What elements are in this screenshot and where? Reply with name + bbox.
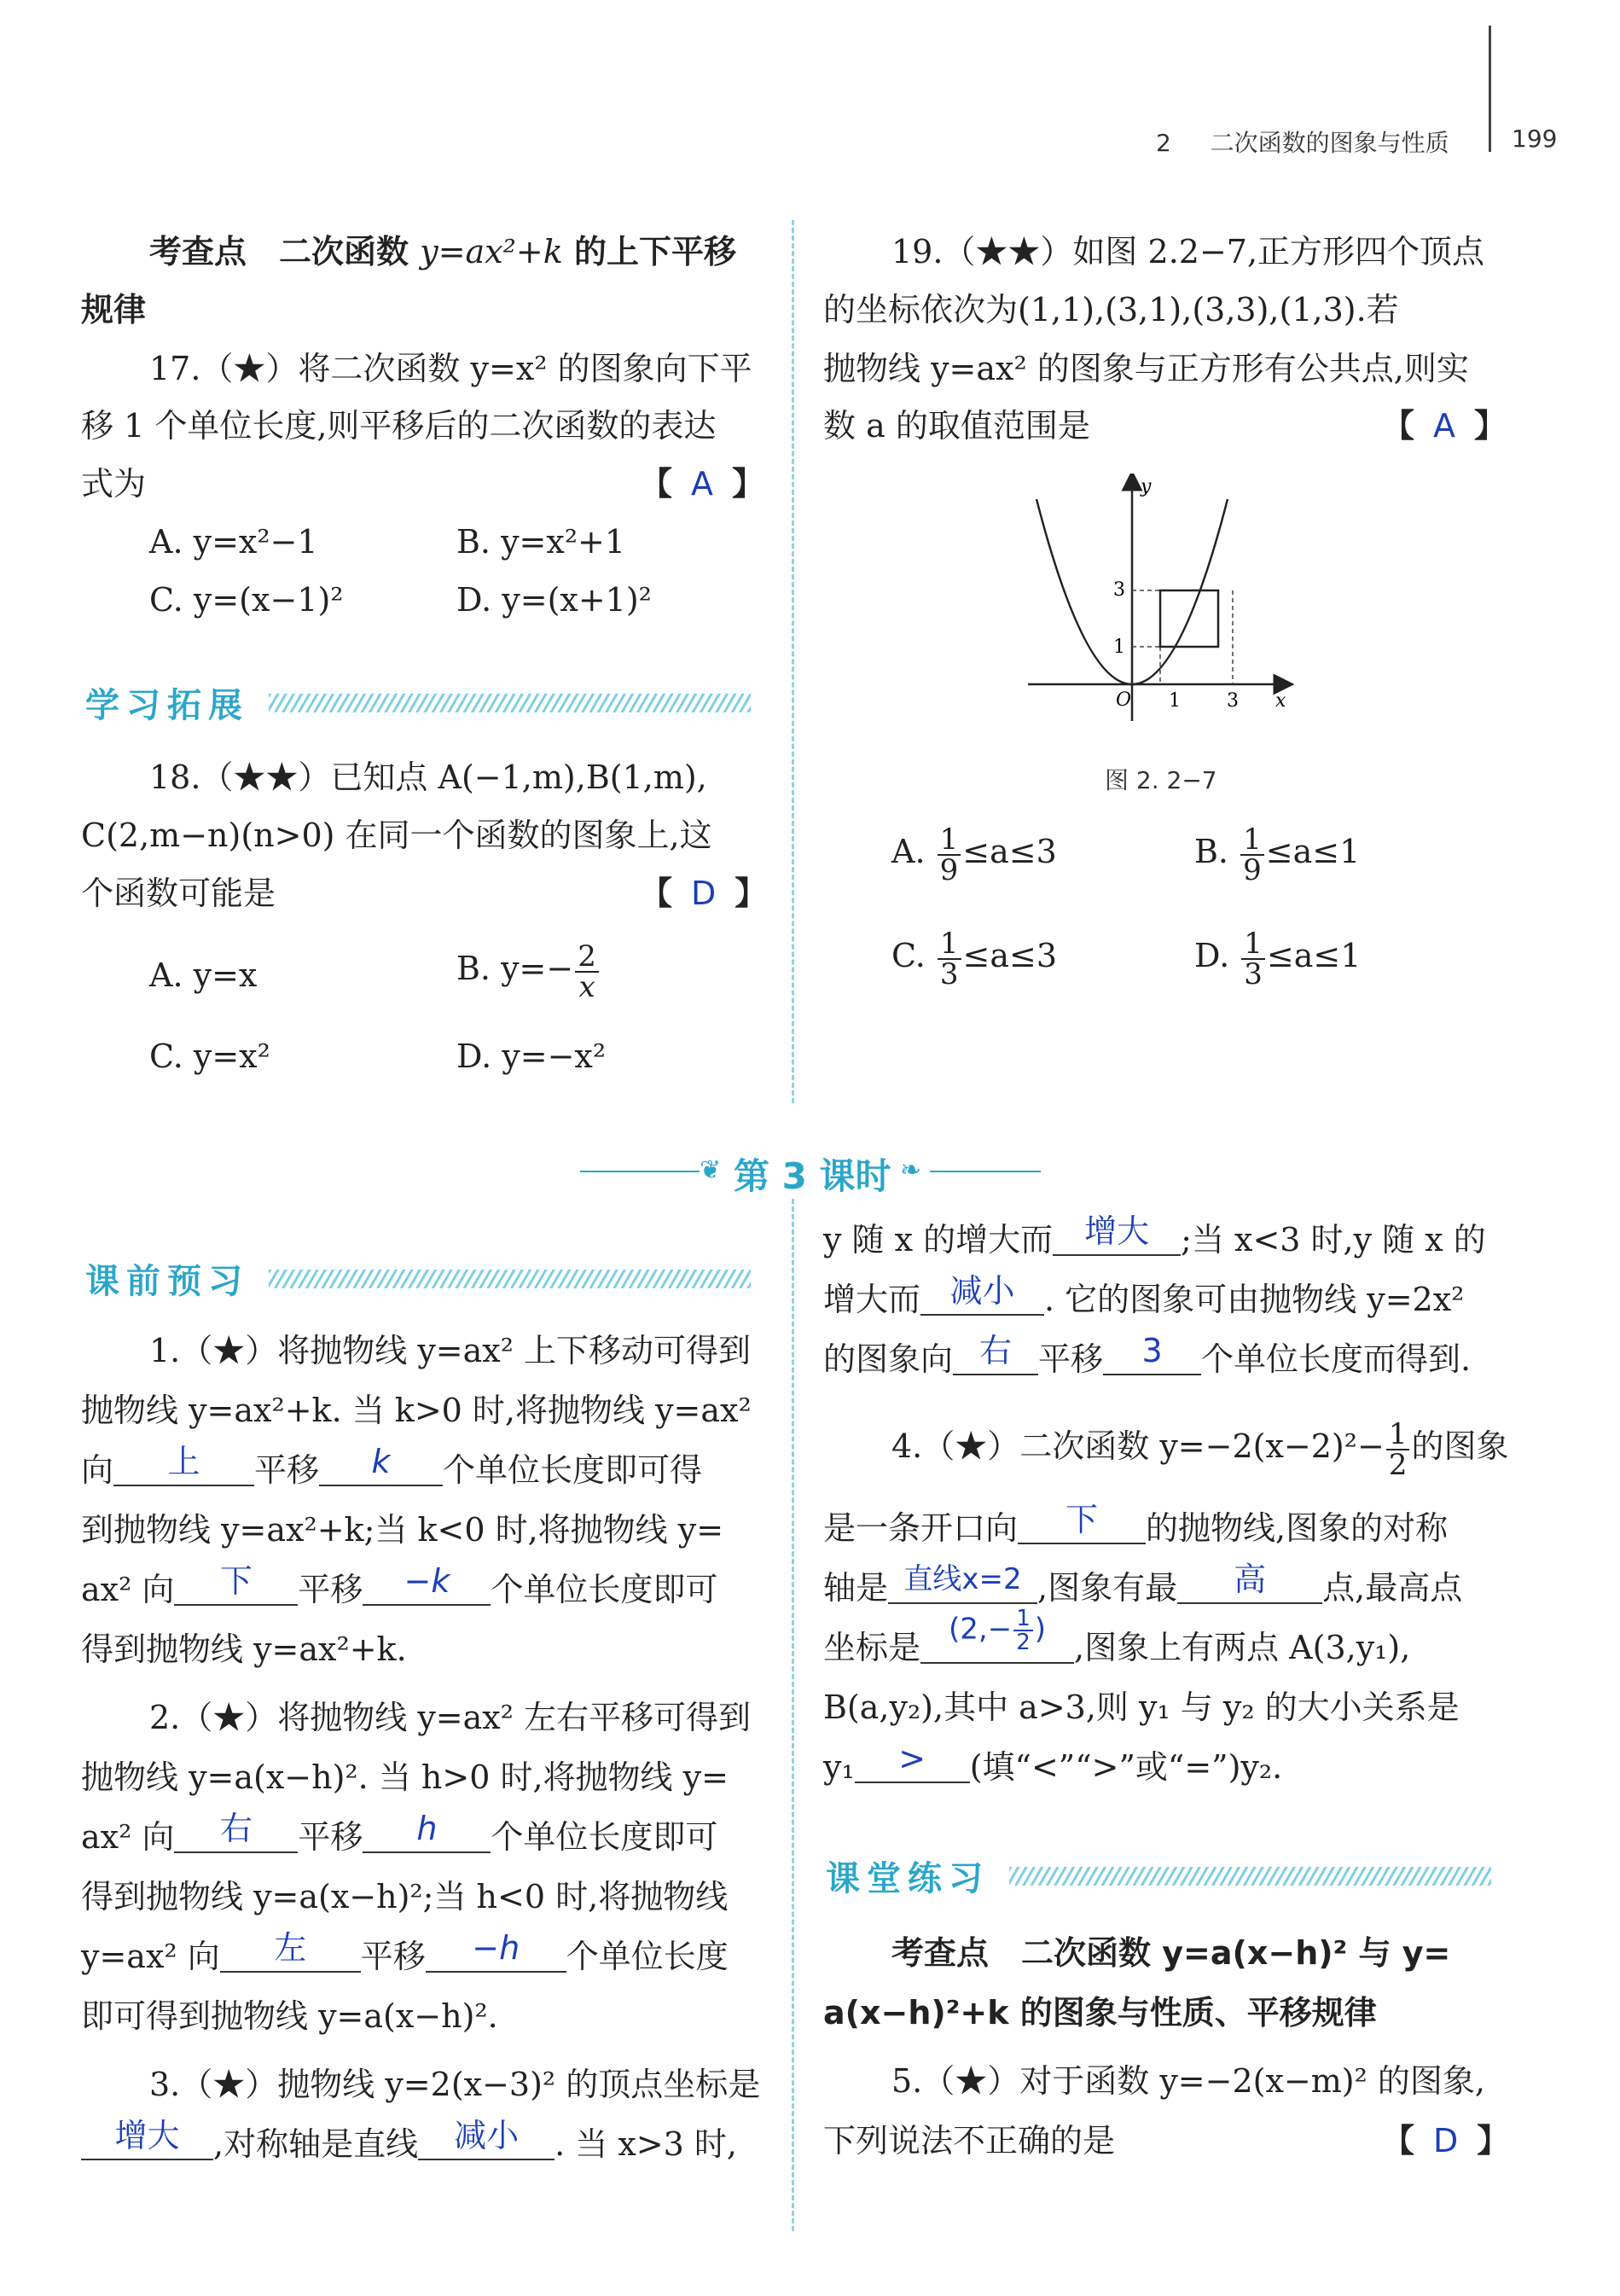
- q3-blank-3: [1053, 1212, 1181, 1256]
- q3-cont-line2: 增大而 减小 . 它的图象可由抛物线 y=2x²: [823, 1272, 1465, 1318]
- q1-blank-4: [363, 1562, 491, 1606]
- handwritten-answer: (2,− $\frac{1}{2}$ ): [949, 1606, 1047, 1655]
- section-heading-s1-line2: 规律: [81, 291, 147, 328]
- handwritten-answer: 增大: [1084, 1212, 1150, 1250]
- q19-option-a: A. $\frac{1}{9}$ ≤a≤3: [891, 822, 1057, 887]
- q19-answer: A: [1433, 407, 1456, 445]
- lesson-title-banner: [563, 1143, 1075, 1195]
- q1-blank-1: [113, 1443, 254, 1486]
- q1-line5: ax² 向 下 平移 −k 个单位长度即可: [81, 1562, 718, 1608]
- page-number: 199: [1512, 125, 1558, 153]
- q18-option-d: D. y=−x²: [456, 1038, 607, 1075]
- q5-line1: 5.（★）对于函数 y=−2(x−m)² 的图象,: [891, 2062, 1486, 2100]
- banner-line-left: [580, 1171, 700, 1172]
- q2-line3: ax² 向 右 平移 h 个单位长度即可: [81, 1810, 718, 1856]
- fraction: $\frac{1}{9}$: [938, 825, 961, 885]
- y-tick-1: 1: [1113, 636, 1125, 658]
- q17-option-c: C. y=(x−1)²: [149, 581, 344, 619]
- q5-answer: D: [1433, 2122, 1459, 2159]
- section-title: 课前预习: [85, 1262, 249, 1301]
- q17-answer: A: [691, 465, 714, 503]
- q4-line1: 4.（★）二次函数 y=−2(x−2)²− $\frac{1}{2}$ 的图象: [891, 1416, 1509, 1482]
- q3-blank-6: [1103, 1332, 1201, 1375]
- fraction: $\frac{1}{3}$: [1241, 929, 1265, 989]
- q4-blank-5: [855, 1740, 970, 1783]
- q18-option-b: B. y=− $\frac{2}{x}$: [456, 939, 601, 1002]
- handwritten-answer: −h: [472, 1929, 520, 1967]
- fraction: $\frac{2}{x}$: [575, 942, 599, 1002]
- handwritten-answer: >: [898, 1740, 926, 1777]
- y-axis-label: y: [1141, 476, 1152, 497]
- fraction: $\frac{1}{3}$: [938, 929, 961, 989]
- q19-option-c: C. $\frac{1}{3}$ ≤a≤3: [891, 926, 1058, 991]
- handwritten-answer: 下: [1065, 1501, 1099, 1538]
- fraction: $\frac{1}{9}$: [1240, 825, 1264, 885]
- q19-line1: 19.（★★）如图 2.2−7,正方形四个顶点: [891, 233, 1485, 270]
- q3-blank-1: [81, 2117, 213, 2160]
- section-header-ketang-lianxi: [826, 1851, 1491, 1896]
- q18-line1: 18.（★★）已知点 A(−1,m),B(1,m),: [149, 759, 707, 796]
- q17-answer-bracket: 【 A 】: [640, 465, 765, 503]
- q2-blank-2: [363, 1810, 491, 1853]
- figure-parabola: [1019, 474, 1301, 729]
- handwritten-answer: 3: [1141, 1332, 1163, 1369]
- fraction: $\frac{1}{2}$: [1386, 1420, 1410, 1479]
- q2-line4: 得到抛物线 y=a(x−h)²;当 h<0 时,将抛物线: [81, 1878, 729, 1915]
- banner-ornament-left: ❦: [700, 1155, 722, 1185]
- q4-blank-4: [920, 1606, 1074, 1664]
- q2-line1: 2.（★）将抛物线 y=ax² 左右平移可得到: [149, 1699, 752, 1736]
- q19-option-b: B. $\frac{1}{9}$ ≤a≤1: [1194, 822, 1361, 887]
- q3-blank-2: [418, 2117, 555, 2160]
- q18-option-a: A. y=x: [149, 956, 258, 994]
- q5-line2: 下列说法不正确的是: [823, 2122, 1116, 2159]
- handwritten-answer: 下: [219, 1562, 253, 1600]
- handwritten-answer: 上: [167, 1443, 200, 1480]
- x-tick-1: 1: [1169, 690, 1181, 712]
- handwritten-answer: 减小: [949, 1272, 1015, 1310]
- q1-line2: 抛物线 y=ax²+k. 当 k>0 时,将抛物线 y=ax²: [81, 1392, 752, 1429]
- q4-blank-2: [888, 1562, 1037, 1604]
- section-title: 课堂练习: [826, 1859, 990, 1898]
- q4-line6: y₁ > (填“<”“>”或“=”)y₂.: [823, 1740, 1283, 1786]
- section-header-keqian-yuxi: [85, 1254, 751, 1299]
- section-heading-s4-line1: 考查点 二次函数 y=a(x−h)² 与 y=: [891, 1934, 1451, 1972]
- x-tick-3: 3: [1227, 690, 1239, 712]
- q17-line3: 式为: [81, 465, 147, 503]
- q4-line4: 坐标是 (2,− $\frac{1}{2}$ ) ,图象上有两点 A(3,y₁),: [823, 1606, 1411, 1666]
- q4-line5: B(a,y₂),其中 a>3,则 y₁ 与 y₂ 的大小关系是: [823, 1689, 1460, 1726]
- fraction: $\frac{1}{2}$: [1013, 1607, 1033, 1654]
- handwritten-answer: −k: [404, 1562, 450, 1600]
- q2-blank-1: [174, 1810, 298, 1853]
- q18-line3: 个函数可能是: [81, 875, 276, 912]
- q18-answer-bracket: 【 D 】: [640, 875, 768, 912]
- q2-line2: 抛物线 y=a(x−h)². 当 h>0 时,将抛物线 y=: [81, 1758, 729, 1796]
- page-header: [1156, 125, 1449, 159]
- section-title: 学习拓展: [85, 686, 249, 725]
- q17-option-a: A. y=x²−1: [149, 523, 318, 561]
- chapter-title: 二次函数的图象与性质: [1210, 129, 1449, 157]
- handwritten-answer: 增大: [114, 2117, 180, 2154]
- section-hatch: [269, 1270, 751, 1288]
- q18-option-c: C. y=x²: [149, 1038, 270, 1075]
- q19-line3: 抛物线 y=ax² 的图象与正方形有公共点,则实: [823, 350, 1469, 387]
- q3-blank-4: [920, 1272, 1044, 1316]
- q17-option-d: D. y=(x+1)²: [456, 581, 652, 619]
- section-hatch: [1009, 1867, 1491, 1886]
- q3-cont-line1: y 随 x 的增大而 增大 ;当 x<3 时,y 随 x 的: [823, 1212, 1486, 1258]
- q2-line5: y=ax² 向 左 平移 −h 个单位长度: [81, 1929, 729, 1975]
- q3-line1: 3.（★）抛物线 y=2(x−3)² 的顶点坐标是: [149, 2066, 761, 2103]
- q17-line2: 移 1 个单位长度,则平移后的二次函数的表达: [81, 407, 717, 445]
- q3-blank-5: [953, 1332, 1038, 1375]
- column-divider-bottom: [792, 1199, 794, 2231]
- q4-line2: 是一条开口向 下 的抛物线,图象的对称: [823, 1501, 1449, 1547]
- handwritten-answer: h: [416, 1810, 438, 1847]
- header-divider: [1489, 26, 1491, 152]
- q17-option-b: B. y=x²+1: [456, 523, 626, 561]
- q2-blank-3: [220, 1929, 361, 1973]
- q4-line3: 轴是 直线x=2 ,图象有最 高 点,最高点: [823, 1561, 1463, 1607]
- figure-caption: 图 2. 2−7: [1105, 766, 1217, 794]
- q3-cont-line3: 的图象向 右 平移 3 个单位长度而得到.: [823, 1332, 1472, 1378]
- section-header-xuexi-tuozhan: [85, 678, 751, 723]
- handwritten-answer: 减小: [454, 2117, 520, 2154]
- column-divider-top: [792, 220, 794, 1103]
- q17-line1: 17.（★）将二次函数 y=x² 的图象向下平: [149, 350, 752, 387]
- lesson-title: 第 3 课时: [734, 1155, 891, 1197]
- heading-formula: y=ax²+k: [420, 233, 563, 270]
- q19-answer-bracket: 【 A 】: [1382, 407, 1507, 445]
- q4-blank-3: [1177, 1561, 1322, 1604]
- q19-line2: 的坐标依次为(1,1),(3,1),(3,3),(1,3).若: [823, 291, 1399, 328]
- chapter-number: 2: [1156, 129, 1171, 157]
- section-hatch: [269, 694, 751, 712]
- q19-option-d: D. $\frac{1}{3}$ ≤a≤1: [1194, 926, 1362, 991]
- q1-line6: 得到抛物线 y=ax²+k.: [81, 1630, 407, 1668]
- handwritten-answer: k: [371, 1443, 391, 1480]
- section-heading-s4-line2: a(x−h)²+k 的图象与性质、平移规律: [823, 1994, 1377, 2032]
- banner-line-right: [930, 1171, 1041, 1172]
- handwritten-answer: 高: [1234, 1561, 1267, 1598]
- q4-blank-1: [1018, 1501, 1146, 1544]
- q3-line2: 增大 ,对称轴是直线 减小 . 当 x>3 时,: [81, 2125, 737, 2164]
- q1-line1: 1.（★）将抛物线 y=ax² 上下移动可得到: [149, 1332, 752, 1369]
- handwritten-answer: 右: [979, 1332, 1013, 1369]
- x-axis-label: x: [1275, 690, 1286, 712]
- q1-blank-3: [174, 1562, 298, 1606]
- q1-blank-2: [319, 1443, 443, 1486]
- q5-answer-bracket: 【 D 】: [1382, 2122, 1510, 2159]
- y-tick-3: 3: [1113, 579, 1125, 601]
- q18-answer: D: [691, 875, 717, 912]
- handwritten-answer: 左: [274, 1929, 307, 1967]
- handwritten-answer: 右: [219, 1810, 253, 1847]
- q1-line3: 向 上 平移 k 个单位长度即可得: [81, 1443, 703, 1489]
- q1-line4: 到抛物线 y=ax²+k;当 k<0 时,将抛物线 y=: [81, 1511, 724, 1549]
- banner-ornament-right: ❧: [900, 1155, 922, 1185]
- q2-line6: 即可得到抛物线 y=a(x−h)².: [81, 1997, 498, 2035]
- handwritten-answer: 直线x=2: [903, 1562, 1022, 1596]
- q2-blank-4: [426, 1929, 566, 1973]
- section-heading-s1: 考查点 二次函数 y=ax²+k 的上下平移: [149, 233, 736, 270]
- q19-line4: 数 a 的取值范围是: [823, 407, 1090, 445]
- q18-line2: C(2,m−n)(n>0) 在同一个函数的图象上,这: [81, 817, 712, 854]
- origin-label: O: [1116, 689, 1132, 711]
